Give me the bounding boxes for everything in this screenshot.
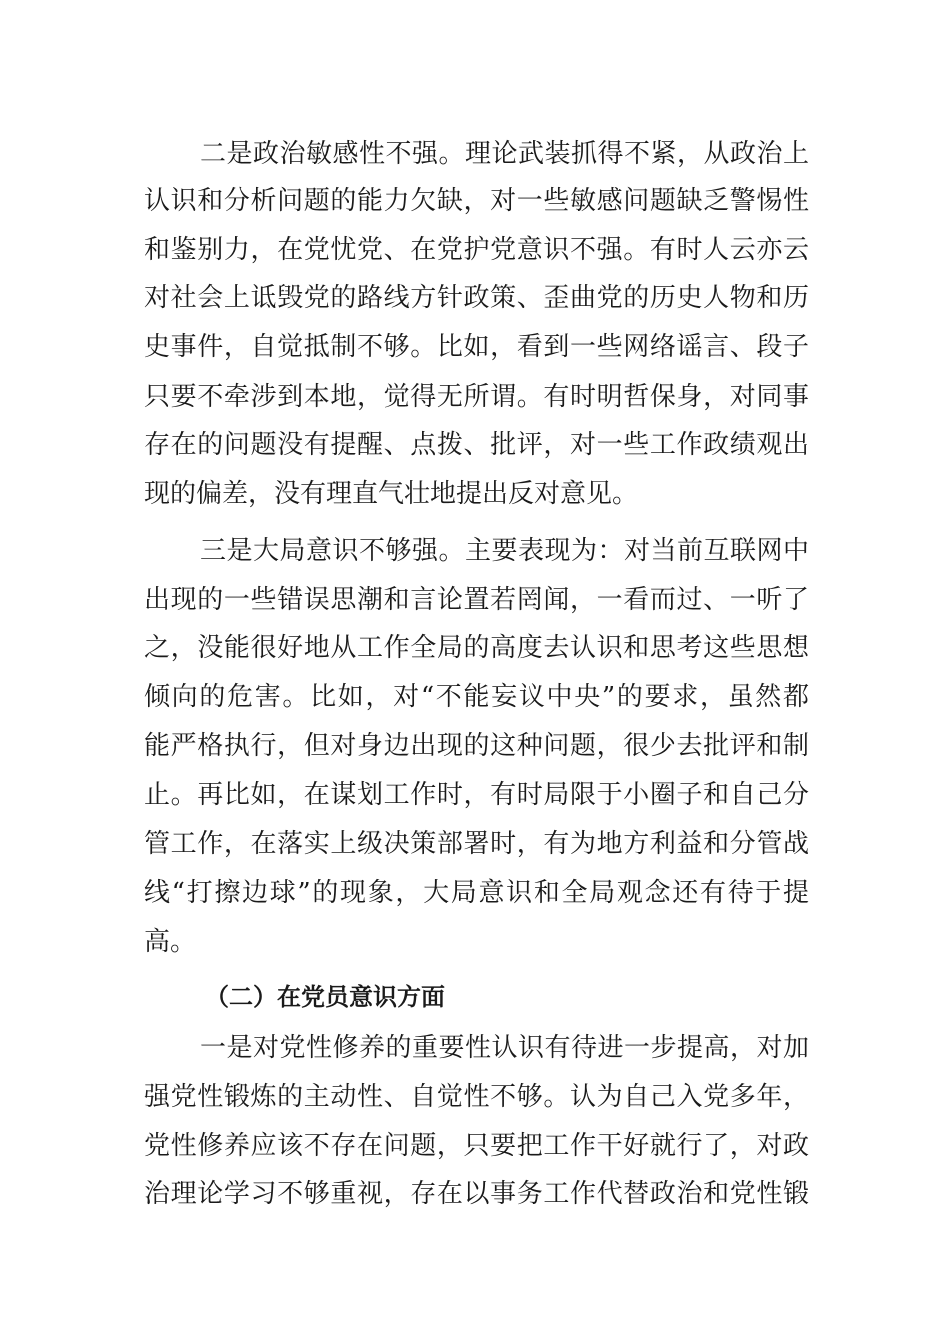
section-heading: （二）在党员意识方面 — [205, 983, 445, 1011]
text-line: 只要不牵涉到本地，觉得无所谓。有时明哲保身，对同事 — [144, 382, 809, 412]
text-line: 一是对党性修养的重要性认识有待进一步提高，对加 — [200, 1033, 809, 1063]
text-line: 管工作，在落实上级决策部署时，有为地方利益和分管战 — [144, 829, 809, 859]
text-line: 三是大局意识不够强。主要表现为：对当前互联网中 — [200, 536, 809, 566]
text-line: 二是政治敏感性不强。理论武装抓得不紧，从政治上 — [200, 139, 809, 169]
text-line: 线“打擦边球”的现象，大局意识和全局观念还有待于提 — [144, 878, 809, 908]
text-line: 史事件，自觉抵制不够。比如，看到一些网络谣言、段子 — [144, 332, 809, 362]
text-line: 治理论学习不够重视，存在以事务工作代替政治和党性锻 — [144, 1179, 809, 1209]
text-line: 和鉴别力，在党忧党、在党护党意识不强。有时人云亦云 — [144, 235, 809, 265]
text-line: 倾向的危害。比如，对“不能妄议中央”的要求，虽然都 — [144, 682, 809, 712]
text-line: 存在的问题没有提醒、点拨、批评，对一些工作政绩观出 — [144, 430, 809, 460]
text-line: 之，没能很好地从工作全局的高度去认识和思考这些思想 — [144, 633, 809, 663]
text-line: 党性修养应该不存在问题，只要把工作干好就行了，对政 — [144, 1131, 809, 1161]
text-line: 止。再比如，在谋划工作时，有时局限于小圈子和自己分 — [144, 780, 809, 810]
text-line: 对社会上诋毁党的路线方针政策、歪曲党的历史人物和历 — [144, 283, 809, 313]
text-line: 强党性锻炼的主动性、自觉性不够。认为自己入党多年， — [144, 1082, 809, 1112]
text-line: 现的偏差，没有理直气壮地提出反对意见。 — [144, 479, 639, 509]
text-line: 认识和分析问题的能力欠缺，对一些敏感问题缺乏警惕性 — [144, 186, 809, 216]
text-line: 能严格执行，但对身边出现的这种问题，很少去批评和制 — [144, 731, 809, 761]
text-line: 出现的一些错误思潮和言论置若罔闻，一看而过、一听了 — [144, 585, 809, 615]
text-line: 高。 — [144, 927, 197, 957]
